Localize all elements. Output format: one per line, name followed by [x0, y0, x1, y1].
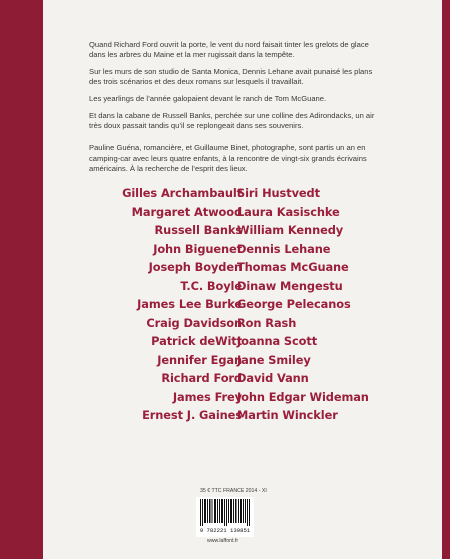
author-name: Russell Banks	[154, 223, 242, 237]
author-name: Dennis Lehane	[237, 241, 331, 256]
author-name: Jane Smiley	[237, 352, 311, 367]
barcode-icon	[200, 499, 250, 526]
author-name: William Kennedy	[237, 223, 344, 237]
barcode	[196, 497, 254, 537]
author-name: Jennifer Egan	[157, 352, 242, 367]
author-name: John Biguenet	[153, 241, 242, 256]
author-name: James Lee Burke	[137, 297, 242, 311]
authors-credit-paragraph: Pauline Guéna, romancière, et Guillaume Binet, photographe, sont partis un an en camping-car avec leurs quatre enfants, à la rencontre de vingt-six grands écrivains américains. À la recherche de l’esprit des lieux.	[89, 143, 367, 173]
author-name: Craig Davidson	[146, 315, 242, 330]
author-name: Ron Rash	[237, 315, 297, 330]
right-color-band	[442, 0, 450, 559]
author-name: Patrick deWitt	[151, 334, 242, 348]
author-name: Dinaw Mengestu	[237, 278, 343, 293]
author-name: John Edgar Wideman	[237, 389, 369, 404]
author-list-left-column	[122, 184, 242, 425]
author-name: T.C. Boyle	[180, 278, 242, 293]
author-name: James Frey	[172, 389, 242, 404]
author-list-right-column	[237, 184, 369, 425]
author-name: David Vann	[237, 371, 309, 385]
author-name: Richard Ford	[161, 371, 242, 385]
author-name: Joanna Scott	[237, 334, 318, 348]
author-name: Gilles Archambault	[122, 186, 242, 200]
blurb-paragraph: Sur les murs de son studio de Santa Monica, Dennis Lehane avait punaisé les plans des trois scénarios et des deux romans sur lesquels il travaillait.	[89, 66, 373, 87]
author-name: Margaret Atwood	[131, 204, 242, 219]
publisher-website: www.laffont.fr	[207, 538, 239, 544]
author-name: George Pelecanos	[237, 297, 351, 311]
author-name: Thomas McGuane	[237, 260, 349, 274]
blurb-paragraph: Quand Richard Ford ouvrit la porte, le vent du nord faisait tinter les grelots de glace dans les arbres du Maine et la mer rugissait dans la tempête.	[89, 40, 369, 60]
blurb-paragraph: Les yearlings de l’année galopaient devant le ranch de Tom McGuane.	[89, 93, 327, 103]
price-label: 35 € TTC FRANCE 2014 - XI	[200, 488, 267, 494]
author-name: Laura Kasischke	[237, 204, 340, 219]
left-color-band	[0, 0, 43, 559]
isbn-number: 9 782221 139851	[199, 527, 251, 534]
blurb-paragraph: Et dans la cabane de Russell Banks, perchée sur une colline des Adirondacks, un air très doux passait tandis qu’il se replongeait dans ses souvenirs.	[89, 110, 375, 130]
author-name: Martin Winckler	[237, 408, 338, 422]
author-name: Ernest J. Gaines	[142, 408, 242, 422]
author-name: Joseph Boyden	[148, 260, 242, 274]
author-name: Siri Hustvedt	[237, 186, 320, 200]
blurb-text	[89, 40, 375, 181]
